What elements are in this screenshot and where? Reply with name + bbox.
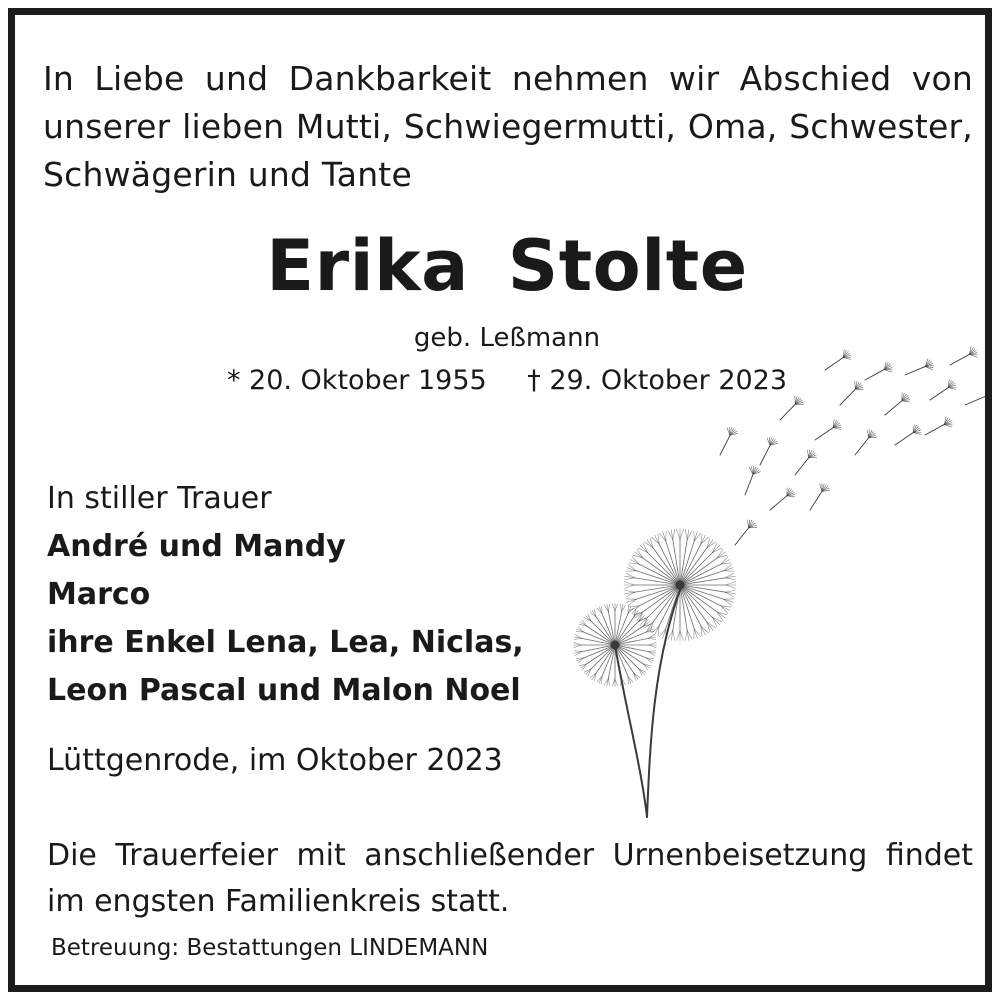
mourners-block xyxy=(47,475,607,715)
birth-date: * 20. Oktober 1955 xyxy=(226,365,487,396)
death-date: † 29. Oktober 2023 xyxy=(527,365,788,396)
dandelion-icon xyxy=(555,345,985,825)
ceremony-note: Die Trauerfeier mit anschließender Urnenbeisetzung findet im engsten Familienkreis statt. xyxy=(47,838,973,919)
mourner-line: André und Mandy xyxy=(47,529,346,564)
mourners-intro: In stiller Trauer xyxy=(47,481,272,516)
mourner-line: Marco xyxy=(47,577,151,612)
obituary-frame xyxy=(8,8,992,992)
mourner-line: Leon Pascal und Malon Noel xyxy=(47,673,521,708)
deceased-name: Erika Stolte xyxy=(266,225,748,307)
intro-text: In Liebe und Dankbarkeit nehmen wir Abschied von unserer lieben Mutti, Schwiegermutti, Oma, Schwester, Schwägerin und Tante xyxy=(43,59,973,194)
maiden-name: geb. Leßmann xyxy=(413,323,601,353)
place-date: Lüttgenrode, im Oktober 2023 xyxy=(47,743,503,778)
mourner-line: ihre Enkel Lena, Lea, Niclas, xyxy=(47,625,524,660)
undertaker: Betreuung: Bestattungen LINDEMANN xyxy=(51,935,489,961)
